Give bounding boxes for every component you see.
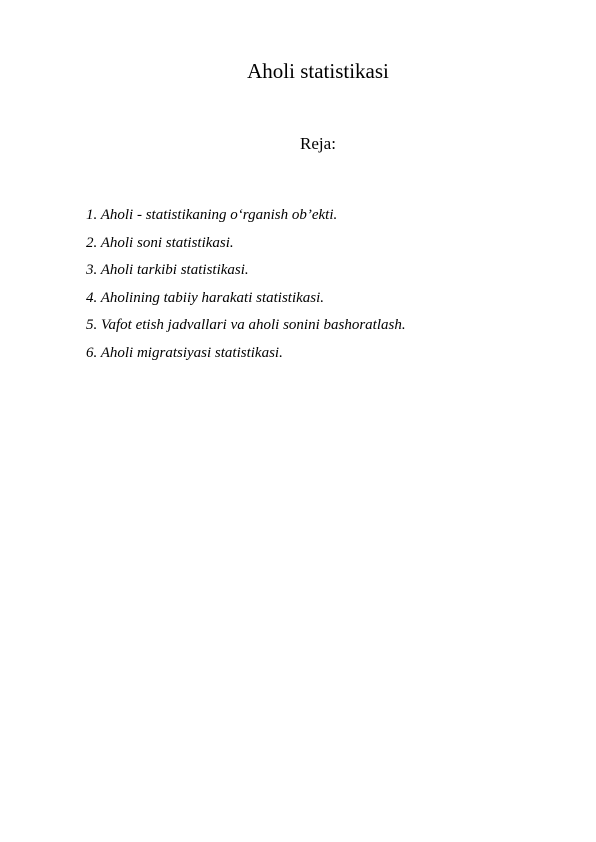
plan-item: 3. Aholi tarkibi statistikasi. <box>86 262 249 278</box>
plan-heading: Reja: <box>300 134 336 153</box>
plan-item: 6. Aholi migratsiyasi statistikasi. <box>86 344 283 361</box>
plan-item: 5. Vafot etish jadvallari va aholi sonini bashoratlash. <box>86 317 406 333</box>
plan-item: 1. Aholi - statistikaning o‘rganish ob’ekti. <box>86 207 338 223</box>
document-title: Aholi statistikasi <box>247 59 389 83</box>
plan-list <box>86 202 406 367</box>
plan-item: 2. Aholi soni statistikasi. <box>86 234 234 251</box>
plan-item: 4. Aholining tabiiy harakati statistikasi. <box>86 289 325 306</box>
